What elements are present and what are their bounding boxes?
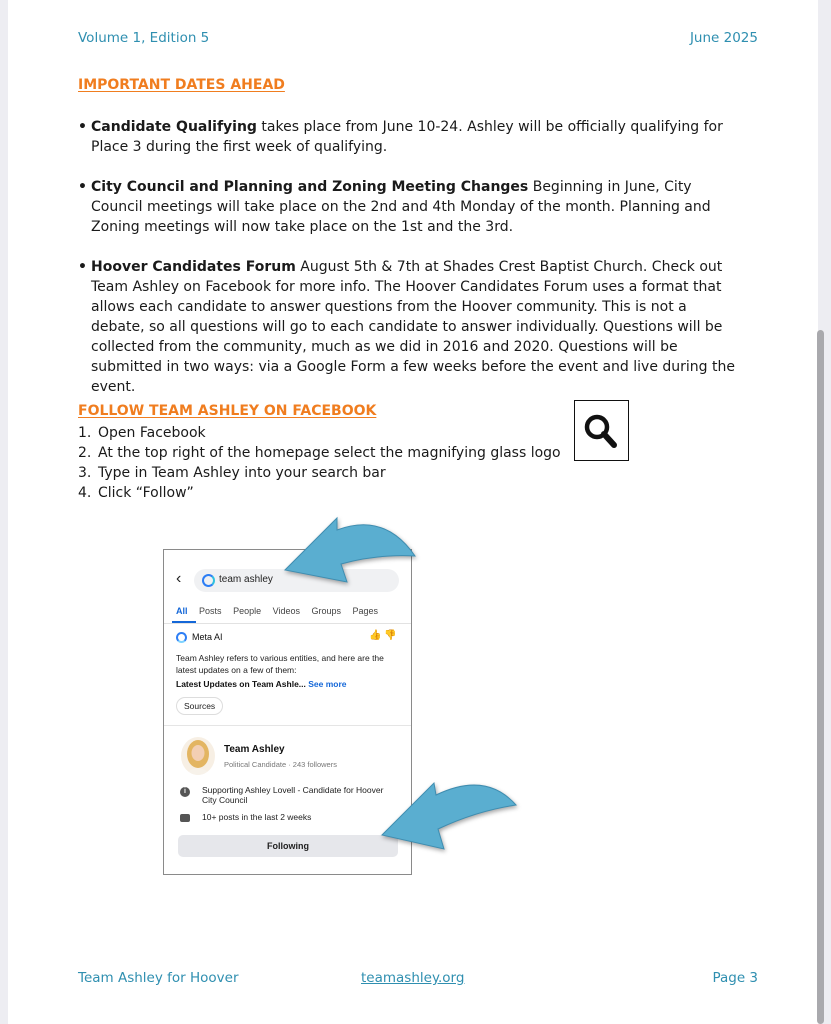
bullet-icon: •: [78, 119, 87, 135]
item-bold: Candidate Qualifying: [91, 119, 257, 135]
back-arrow-icon[interactable]: ‹: [176, 570, 182, 587]
step-number: 1.: [78, 425, 92, 441]
tab-divider: [164, 623, 411, 624]
facebook-section-title: FOLLOW TEAM ASHLEY ON FACEBOOK: [78, 403, 377, 419]
curved-arrow-icon: [372, 777, 522, 857]
header-date: June 2025: [689, 30, 758, 46]
list-item: [78, 257, 738, 397]
latest-updates-label: Latest Updates on Team Ashle...: [176, 679, 306, 689]
feedback-thumbs-icon[interactable]: 👍 👎: [369, 630, 397, 641]
list-item: [78, 463, 561, 483]
following-button[interactable]: Following: [178, 835, 398, 857]
step-text: Type in Team Ashley into your search bar: [98, 465, 386, 481]
step-text: At the top right of the homepage select the magnifying glass logo: [98, 445, 561, 461]
step-number: 3.: [78, 465, 92, 481]
tab-videos[interactable]: Videos: [272, 606, 300, 616]
page-subtitle: Political Candidate · 243 followers: [224, 760, 337, 769]
step-number: 2.: [78, 445, 92, 461]
magnifying-glass-box: [574, 400, 629, 461]
footer-organization: Team Ashley for Hoover: [78, 970, 239, 986]
step-text: Open Facebook: [98, 425, 206, 441]
important-dates-list: [78, 117, 738, 417]
item-text: August 5th & 7th at Shades Crest Baptist Church. Check out Team Ashley on Facebook for more info. The Hoover Candidates Forum uses a format that allows each candidate to answer questions from the Hoover community. This is not a debate, so all questions will go to each candidate to answer individually. Questions will be collected from the community, much as we did in 2016 and 2020. Questions will be submitted in two ways: via a Google Form a few weeks before the event and live during the event.: [91, 259, 735, 395]
curved-arrow-icon: [275, 512, 425, 592]
posts-icon: [180, 814, 190, 822]
list-item: [78, 117, 738, 157]
item-text: takes place from June 10-24. Ashley will be officially qualifying for Place 3 during the first week of qualifying.: [91, 119, 723, 155]
scrollbar[interactable]: [817, 330, 824, 1024]
item-bold: Hoover Candidates Forum: [91, 259, 296, 275]
posts-count-text: 10+ posts in the last 2 weeks: [202, 812, 312, 822]
step-text: Click “Follow”: [98, 485, 194, 501]
meta-ai-label: Meta AI: [192, 632, 223, 642]
profile-photo-icon: [181, 737, 215, 775]
edition-label: Volume 1, Edition 5: [78, 30, 210, 46]
tab-groups[interactable]: Groups: [311, 606, 341, 616]
facebook-steps-list: [78, 423, 561, 503]
sources-button[interactable]: Sources: [176, 697, 223, 715]
search-query: team ashley: [219, 574, 273, 585]
important-dates-title: IMPORTANT DATES AHEAD: [78, 77, 285, 93]
page-number: Page 3: [712, 970, 758, 986]
tab-all[interactable]: All: [176, 606, 188, 616]
item-bold: City Council and Planning and Zoning Meeting Changes: [91, 179, 529, 195]
page-name[interactable]: Team Ashley: [224, 744, 285, 755]
result-tabs: [176, 606, 387, 616]
item-text: Beginning in June, City Council meetings will take place on the 2nd and 4th Monday of the month. Planning and Zoning meetings will now take place on the 1st and the 3rd.: [91, 179, 711, 235]
step-number: 4.: [78, 485, 92, 501]
info-icon: i: [180, 787, 190, 797]
divider: [164, 725, 411, 726]
website-link[interactable]: teamashley.org: [361, 970, 465, 986]
list-item: [78, 483, 561, 503]
meta-ai-description: Team Ashley refers to various entities, and here are the latest updates on a few of them:: [176, 653, 384, 675]
latest-updates: [176, 679, 347, 689]
meta-ai-ring-icon: [202, 574, 215, 587]
bullet-icon: •: [78, 259, 87, 275]
see-more-link[interactable]: See more: [308, 679, 347, 689]
tab-posts[interactable]: Posts: [199, 606, 222, 616]
bullet-icon: •: [78, 179, 87, 195]
tab-people[interactable]: People: [233, 606, 262, 616]
page-info-text: Supporting Ashley Lovell - Candidate for Hoover City Council: [202, 785, 384, 805]
tab-pages[interactable]: Pages: [352, 606, 379, 616]
meta-ai-icon: [176, 632, 187, 643]
magnifying-glass-icon: [575, 401, 627, 459]
avatar[interactable]: [181, 737, 215, 775]
list-item: [78, 443, 561, 463]
list-item: [78, 177, 738, 237]
list-item: [78, 423, 561, 443]
